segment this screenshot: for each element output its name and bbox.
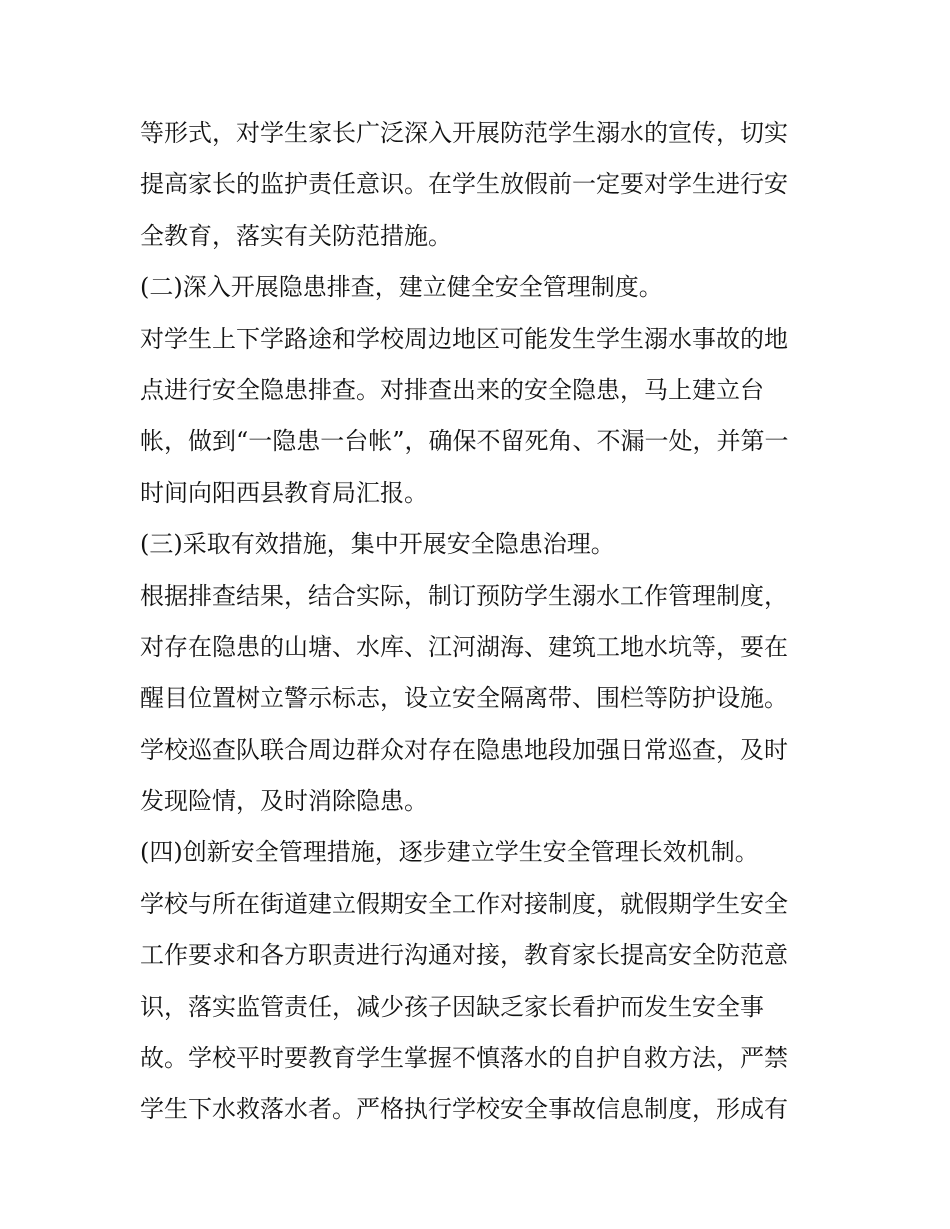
text-line: 学校巡查队联合周边群众对存在隐患地段加强日常巡查，及时: [140, 735, 788, 764]
text-line: 提高家长的监护责任意识。在学生放假前一定要对学生进行安: [140, 170, 788, 199]
section-heading: (二)深入开展隐患排查，建立健全安全管理制度。: [140, 273, 663, 302]
text-line: 对学生上下学路途和学校周边地区可能发生学生溺水事故的地: [140, 324, 788, 353]
text-line: 工作要求和各方职责进行沟通对接，教育家长提高安全防范意: [140, 941, 788, 970]
text-line: 根据排查结果，结合实际，制订预防学生溺水工作管理制度，: [140, 581, 788, 610]
text-line: 故。学校平时要教育学生掌握不慎落水的自护自救方法，严禁: [140, 1044, 788, 1073]
section-heading: (三)采取有效措施，集中开展安全隐患治理。: [140, 530, 615, 559]
text-line: 全教育，落实有关防范措施。: [140, 221, 452, 250]
body-text: [140, 108, 820, 1136]
text-line: 识，落实监管责任，减少孩子因缺乏家长看护而发生安全事: [140, 992, 764, 1021]
text-line: 对存在隐患的山塘、水库、江河湖海、建筑工地水坑等，要在: [140, 632, 788, 661]
text-line: 帐，做到“一隐患一台帐”，确保不留死角、不漏一处，并第一: [140, 427, 789, 456]
text-line: 时间向阳西县教育局汇报。: [140, 478, 428, 507]
text-line: 点进行安全隐患排查。对排查出来的安全隐患，马上建立台: [140, 375, 764, 404]
text-line: 醒目位置树立警示标志，设立安全隔离带、围栏等防护设施。: [140, 684, 788, 713]
text-line: 学生下水救落水者。严格执行学校安全事故信息制度，形成有: [140, 1095, 788, 1124]
text-line: 等形式，对学生家长广泛深入开展防范学生溺水的宣传，切实: [140, 119, 788, 147]
text-line: 学校与所在街道建立假期安全工作对接制度，就假期学生安全: [140, 889, 788, 918]
section-heading: (四)创新安全管理措施，逐步建立学生安全管理长效机制。: [140, 838, 759, 867]
text-line: 发现险情，及时消除隐患。: [140, 787, 428, 816]
